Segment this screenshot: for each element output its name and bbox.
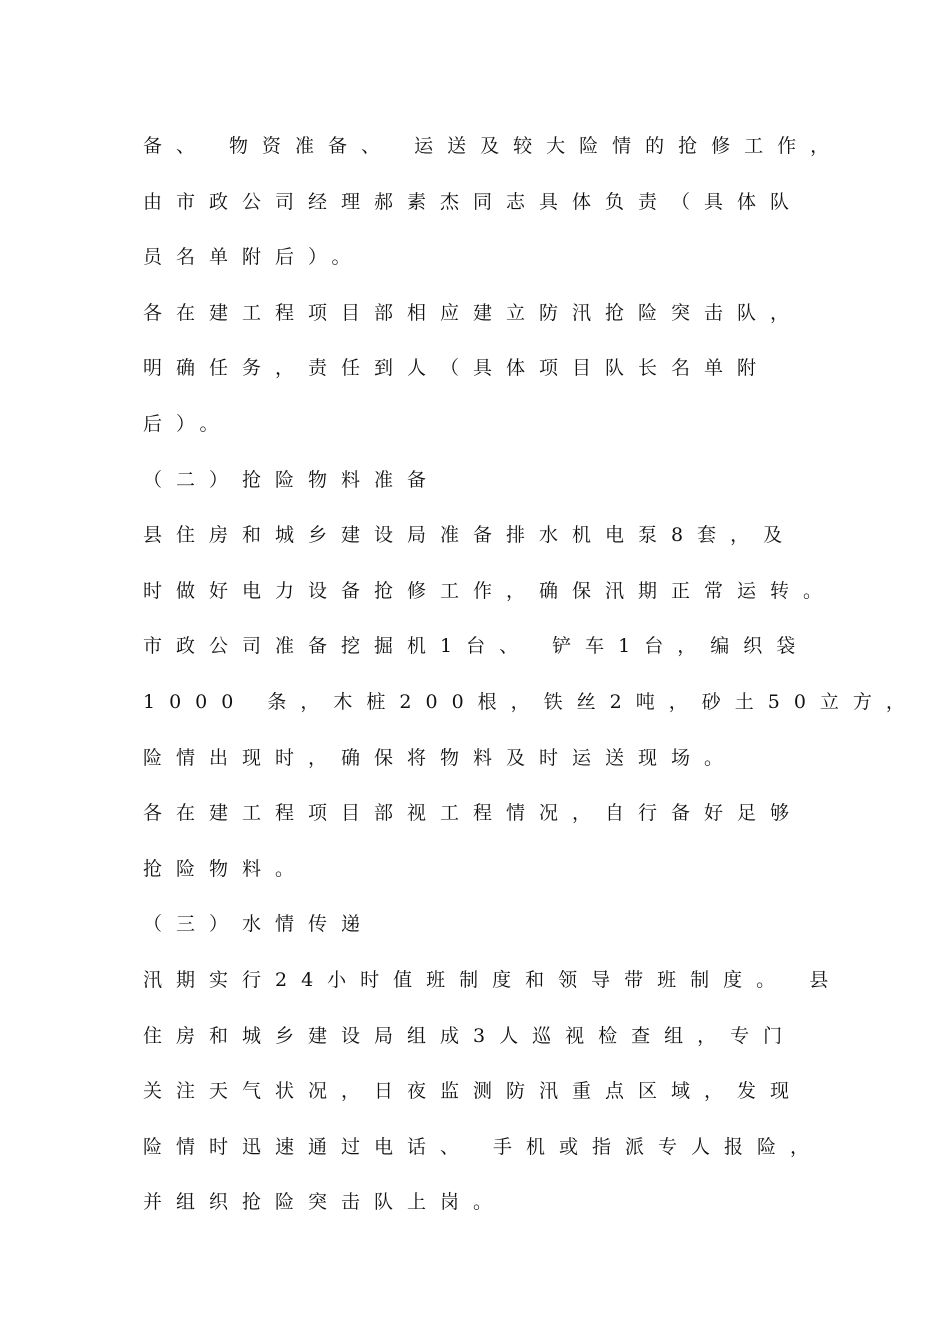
text-line: 时做好电力设备抢修工作，确保汛期正常运转。 xyxy=(143,579,837,602)
text-line: 备、 物资准备、 运送及较大险情的抢修工作， xyxy=(143,135,844,157)
text-line: 并组织抢险突击队上岗。 xyxy=(143,1191,507,1214)
text-line: 市政公司准备挖掘机1台、 铲车1台，编织袋 xyxy=(143,635,810,658)
text-line: 1000 条，木桩200根，铁丝2吨，砂土50立方， xyxy=(143,690,919,713)
body-text xyxy=(143,126,919,1238)
section-heading: （三）水情传递 xyxy=(143,913,375,936)
text-line: 各在建工程项目部视工程情况，自行备好足够 xyxy=(143,802,804,825)
text-line: 明确任务，责任到人（具体项目队长名单附 xyxy=(143,357,771,380)
text-line: 险情时迅速通过电话、 手机或指派专人报险， xyxy=(143,1135,824,1158)
text-line: 员名单附后）。 xyxy=(143,246,365,269)
text-line: 各在建工程项目部相应建立防汛抢险突击队， xyxy=(143,301,804,324)
text-line: 由市政公司经理郝素杰同志具体负责（具体队 xyxy=(143,190,804,213)
text-line: 关注天气状况，日夜监测防汛重点区域，发现 xyxy=(143,1080,804,1103)
text-line: 后）。 xyxy=(143,412,233,435)
text-line: 险情出现时，确保将物料及时运送现场。 xyxy=(143,746,738,769)
text-line: 县住房和城乡建设局准备排水机电泵8套，及 xyxy=(143,524,797,547)
text-line: 住房和城乡建设局组成3人巡视检查组，专门 xyxy=(143,1024,797,1047)
text-line: 汛期实行24小时值班制度和领导带班制度。 县 xyxy=(143,968,843,991)
text-line: 抢险物料。 xyxy=(143,857,309,880)
section-heading: （二）抢险物料准备 xyxy=(143,468,441,491)
